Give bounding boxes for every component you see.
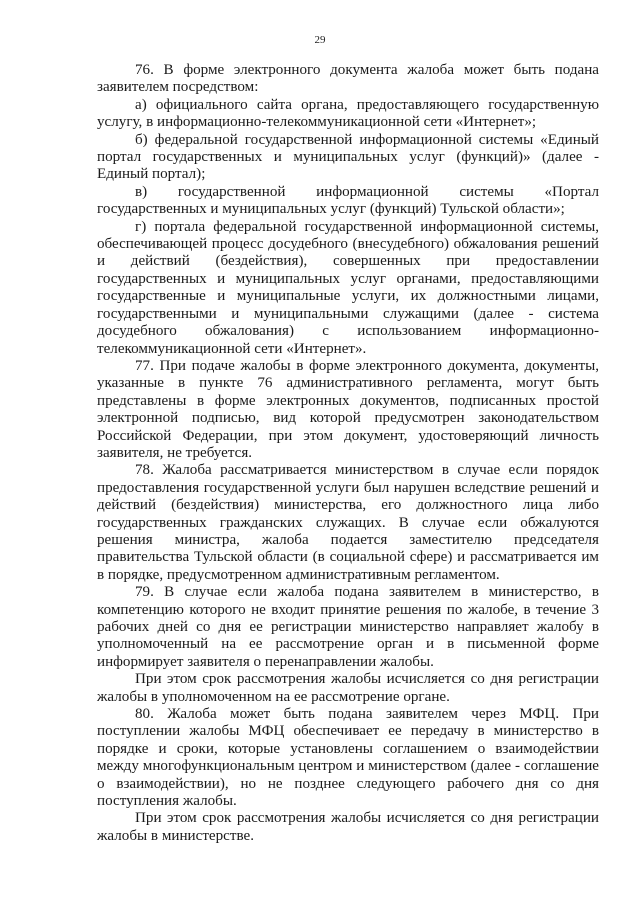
- page-number: 29: [314, 34, 326, 46]
- paragraph-79-term: При этом срок рассмотрения жалобы исчисляется со дня регистрации жалобы в уполномоченном на ее рассмотрение органе.: [97, 671, 599, 705]
- paragraph-76: 76. В форме электронного документа жалоба может быть подана заявителем посредством:: [97, 62, 599, 96]
- paragraph-80-term: При этом срок рассмотрения жалобы исчисляется со дня регистрации жалобы в министерстве.: [97, 810, 599, 844]
- paragraph-77: 77. При подаче жалобы в форме электронного документа, документы, указанные в пункте 76 административного регламента, могут быть представлены в форме электронных документов, подписанных простой электронной подписью, вид которой предусмотрен законодательством Российской Федерации, при этом документ, удостоверяющий личность заявителя, не требуется.: [97, 357, 599, 461]
- paragraph-79: 79. В случае если жалоба подана заявителем в министерство, в компетенцию которого не входит принятие решения по жалобе, в течение 3 рабочих дней со дня ее регистрации министерство направляет жалобу в уполномоченный на ее рассмотрение орган и в письменной форме информирует заявителя о перенаправлении жалобы.: [97, 584, 599, 670]
- paragraph-76-g: г) портала федеральной государственной информационной системы, обеспечивающей процесс досудебного (внесудебного) обжалования решений и действий (бездействия), совершенных при предоставлении государственных и муниципальных услуг органами, предоставляющими государственные и муниципальные услуги, их должностными лицами, государственными и муниципальными служащими (далее - система досудебного обжалования) с использованием информационно-телекоммуникационной сети «Интернет».: [97, 218, 599, 357]
- paragraph-76-b: б) федеральной государственной информационной системы «Единый портал государственных и муниципальных услуг (функций)» (далее - Единый портал);: [97, 131, 599, 183]
- document-body: [97, 62, 599, 845]
- paragraph-78: 78. Жалоба рассматривается министерством в случае если порядок предоставления государственной услуги был нарушен вследствие решений и действий (бездействия) министерства, его должностного лица либо государственных гражданских служащих. В случае если обжалуются решения министра, жалоба подается заместителю председателя правительства Тульской области (в социальной сфере) и рассматривается им в порядке, предусмотренном административным регламентом.: [97, 462, 599, 583]
- paragraph-80: 80. Жалоба может быть подана заявителем через МФЦ. При поступлении жалобы МФЦ обеспечивает ее передачу в министерство в порядке и сроки, которые установлены соглашением о взаимодействии между многофункциональным центром и министерством (далее - соглашение о взаимодействии), но не позднее следующего рабочего дня со дня поступления жалобы.: [97, 706, 599, 810]
- paragraph-76-a: а) официального сайта органа, предоставляющего государственную услугу, в информационно-телекоммуникационной сети «Интернет»;: [97, 96, 599, 131]
- paragraph-76-v: в) государственной информационной системы «Портал государственных и муниципальных услуг (функций) Тульской области»;: [97, 183, 599, 218]
